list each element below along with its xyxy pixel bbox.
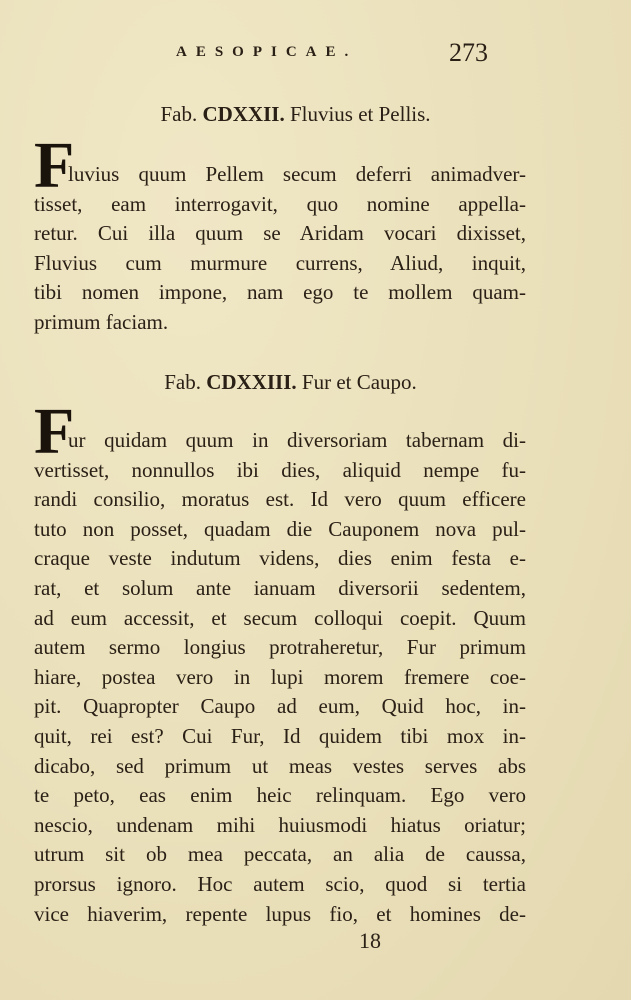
text-line: te peto, eas enim heic relinquam. Ego vero — [34, 783, 526, 808]
fable-text — [34, 426, 526, 929]
drop-cap: F — [34, 129, 75, 202]
text-line: dicabo, sed primum ut meas vestes serves abs — [34, 753, 526, 778]
text-line: vice hiaverim, repente lupus fio, et homines de- — [34, 901, 526, 926]
text-line: Fluvius cum murmure currens, Aliud, inquit, — [34, 250, 526, 275]
text-line: utrum sit ob mea peccata, an alia de caussa, — [34, 842, 526, 867]
fable-text — [34, 160, 526, 338]
text-line: retur. Cui illa quum se Aridam vocari dixisset, — [34, 221, 526, 246]
fable-number: CDXXII. — [202, 102, 285, 126]
text-line: tisset, eam interrogavit, quo nomine appella- — [34, 191, 526, 216]
fable-label: Fab. — [164, 370, 201, 394]
text-line: randi consilio, moratus est. Id vero quum efficere — [34, 487, 526, 512]
text-line: rat, et solum ante ianuam diversorii sedentem, — [34, 575, 526, 600]
text-line: quit, rei est? Cui Fur, Id quidem tibi mox in- — [34, 723, 526, 748]
running-head: AESOPICAE. — [176, 44, 358, 60]
text-line: craque veste indutum videns, dies enim festa e- — [34, 546, 526, 571]
fable-name: Fur et Caupo. — [301, 370, 417, 394]
text-line: hiare, postea vero in lupi morem fremere coe- — [34, 664, 526, 689]
text-line: vertisset, nonnullos ibi dies, aliquid nempe fu- — [34, 457, 526, 482]
text-line: primum faciam. — [34, 309, 169, 334]
fable-title — [0, 370, 606, 395]
text-line: prorsus ignoro. Hoc autem scio, quod si tertia — [34, 871, 526, 896]
text-line: tibi nomen impone, nam ego te mollem quam- — [34, 280, 526, 305]
page-number: 273 — [449, 38, 488, 67]
text-line: pit. Quapropter Caupo ad eum, Quid hoc, in- — [34, 694, 526, 719]
fable-name: Fluvius et Pellis. — [289, 102, 431, 126]
text-line: ad eum accessit, et secum colloqui coepit. Quum — [34, 605, 526, 630]
signature-mark: 18 — [359, 928, 381, 953]
text-line: ur quidam quum in diversoriam tabernam di- — [68, 428, 526, 452]
fable-label: Fab. — [160, 102, 198, 126]
text-line: tuto non posset, quadam die Cauponem nova pul- — [34, 516, 526, 541]
text-line: nescio, undenam mihi huiusmodi hiatus oriatur; — [34, 812, 526, 837]
fable-title — [0, 102, 611, 127]
fable-number: CDXXIII. — [206, 370, 297, 394]
text-line: autem sermo longius protraheretur, Fur primum — [34, 635, 526, 660]
text-line: luvius quum Pellem secum deferri animadver- — [68, 162, 526, 186]
drop-cap: F — [34, 395, 75, 468]
